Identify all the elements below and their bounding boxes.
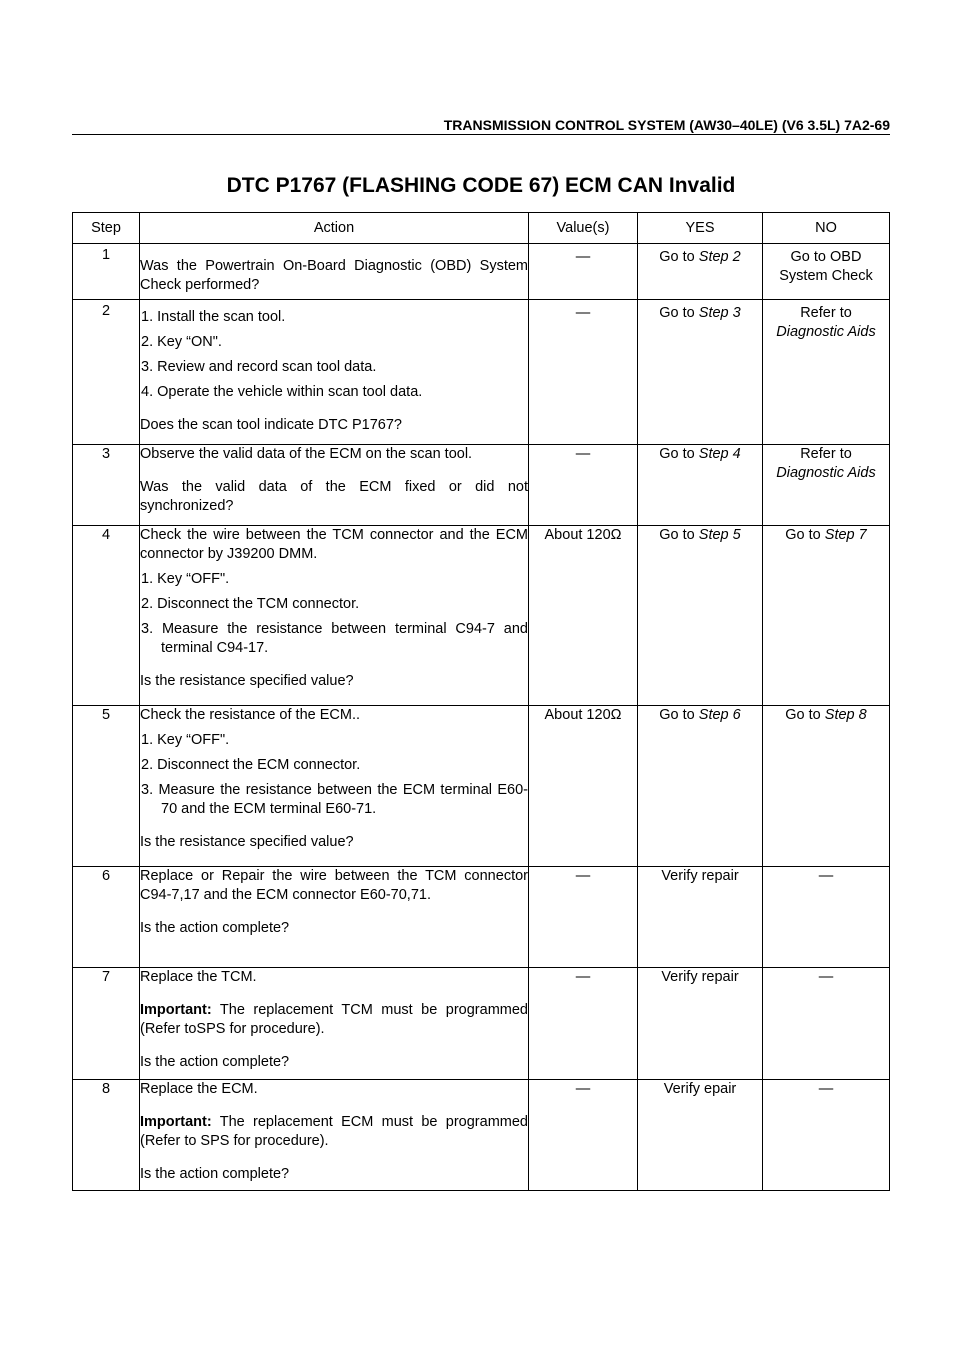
no-cell [763, 706, 890, 867]
yes-step-ref: Step 2 [698, 249, 741, 265]
no-step-ref: Step 8 [824, 707, 867, 723]
no-cell [763, 244, 890, 300]
action-substep: 1. Key “OFF". [141, 732, 230, 748]
yes-cell [638, 244, 763, 300]
action-question: Is the action complete? [140, 920, 290, 936]
value-cell: — [529, 1080, 638, 1191]
important-text: The replacement TCM must be programmed (Refer toSPS for procedure). [140, 1002, 528, 1037]
table-row [73, 706, 890, 867]
important-label: Important: [140, 1002, 212, 1018]
step-number: 4 [73, 526, 140, 706]
value-cell: — [529, 867, 638, 968]
yes-step-ref: Step 4 [698, 446, 741, 462]
action-intro: Check the wire between the TCM connector and the ECM connector by J39200 DMM. [140, 527, 528, 562]
action-intro: Check the resistance of the ECM.. [140, 707, 361, 723]
no-cell [763, 300, 890, 445]
yes-prefix: Go to [659, 527, 699, 543]
action-important [140, 1113, 528, 1151]
value-cell: — [529, 244, 638, 300]
action-cell [140, 867, 529, 968]
table-row [73, 244, 890, 300]
yes-cell: Verify repair [638, 867, 763, 968]
yes-prefix: Go to [659, 305, 699, 321]
action-cell [140, 526, 529, 706]
step-number: 8 [73, 1080, 140, 1191]
no-line-1: Refer to [800, 446, 852, 462]
action-question: Is the resistance specified value? [140, 834, 354, 850]
column-header-values: Value(s) [529, 213, 638, 244]
value-cell: — [529, 445, 638, 526]
action-substep: 3. Measure the resistance between the ECM terminal E60-70 and the ECM terminal E60-71. [141, 782, 528, 817]
action-intro: Observe the valid data of the ECM on the scan tool. [140, 446, 473, 462]
no-line-2: System Check [779, 268, 873, 284]
yes-prefix: Go to [659, 249, 699, 265]
action-intro: Was the Powertrain On-Board Diagnostic (OBD) System Check performed? [140, 258, 528, 293]
action-cell [140, 244, 529, 300]
no-cell: — [763, 867, 890, 968]
yes-step-ref: Step 3 [698, 305, 741, 321]
important-text: The replacement ECM must be programmed (Refer to SPS for procedure). [140, 1114, 528, 1149]
action-substep: 1. Key “OFF". [141, 571, 230, 587]
step-number: 7 [73, 968, 140, 1080]
action-substep: 4. Operate the vehicle within scan tool data. [141, 384, 423, 400]
no-prefix: Go to [785, 527, 825, 543]
table-row [73, 968, 890, 1080]
value-cell: — [529, 300, 638, 445]
step-number: 2 [73, 300, 140, 445]
action-intro: Replace the ECM. [140, 1081, 258, 1097]
action-substep: 3. Review and record scan tool data. [141, 359, 377, 375]
yes-cell [638, 300, 763, 445]
column-header-action: Action [140, 213, 529, 244]
action-intro: Replace the TCM. [140, 969, 257, 985]
no-cell [763, 526, 890, 706]
action-substep: 2. Disconnect the ECM connector. [141, 757, 361, 773]
action-cell [140, 1080, 529, 1191]
column-header-no: NO [763, 213, 890, 244]
no-line-2: Diagnostic Aids [776, 465, 876, 481]
column-header-yes: YES [638, 213, 763, 244]
yes-cell [638, 706, 763, 867]
step-number: 3 [73, 445, 140, 526]
no-step-ref: Step 7 [824, 527, 867, 543]
action-substep: 1. Install the scan tool. [141, 309, 286, 325]
table-row [73, 1080, 890, 1191]
no-cell: — [763, 968, 890, 1080]
yes-step-ref: Step 5 [698, 527, 741, 543]
step-number: 6 [73, 867, 140, 968]
step-number: 1 [73, 244, 140, 300]
yes-cell [638, 526, 763, 706]
action-intro: Replace or Repair the wire between the TCM connector C94-7,17 and the ECM connector E60-70,71. [140, 868, 528, 903]
table-header-row [73, 213, 890, 244]
action-cell [140, 445, 529, 526]
table-row [73, 867, 890, 968]
no-line-2: Diagnostic Aids [776, 324, 876, 340]
table-row [73, 526, 890, 706]
action-substep: 2. Key “ON". [141, 334, 222, 350]
value-cell: — [529, 968, 638, 1080]
action-cell [140, 968, 529, 1080]
running-header: TRANSMISSION CONTROL SYSTEM (AW30–40LE) (V6 3.5L) 7A2-69 [443, 117, 890, 133]
action-question: Was the valid data of the ECM fixed or did not synchronized? [140, 479, 528, 514]
diagnostic-table [72, 212, 890, 1191]
no-prefix: Go to [785, 707, 825, 723]
header-rule [72, 134, 890, 135]
yes-cell [638, 445, 763, 526]
page-title: DTC P1767 (FLASHING CODE 67) ECM CAN Invalid [226, 174, 736, 197]
action-question: Does the scan tool indicate DTC P1767? [140, 417, 402, 433]
action-substep: 2. Disconnect the TCM connector. [141, 596, 360, 612]
action-cell [140, 300, 529, 445]
step-number: 5 [73, 706, 140, 867]
action-question: Is the action complete? [140, 1054, 290, 1070]
column-header-step: Step [73, 213, 140, 244]
yes-step-ref: Step 6 [698, 707, 741, 723]
action-question: Is the action complete? [140, 1166, 290, 1182]
table-row [73, 445, 890, 526]
yes-cell: Verify epair [638, 1080, 763, 1191]
table-row [73, 300, 890, 445]
no-line-1: Go to OBD [790, 249, 862, 265]
action-cell [140, 706, 529, 867]
action-question: Is the resistance specified value? [140, 673, 354, 689]
yes-prefix: Go to [659, 707, 699, 723]
no-line-1: Refer to [800, 305, 852, 321]
important-label: Important: [140, 1114, 212, 1130]
action-substep: 3. Measure the resistance between terminal C94-7 and terminal C94-17. [141, 621, 528, 656]
value-cell: About 120Ω [529, 706, 638, 867]
value-cell: About 120Ω [529, 526, 638, 706]
yes-cell: Verify repair [638, 968, 763, 1080]
yes-prefix: Go to [659, 446, 699, 462]
action-important [140, 1001, 528, 1039]
no-cell [763, 445, 890, 526]
no-cell: — [763, 1080, 890, 1191]
